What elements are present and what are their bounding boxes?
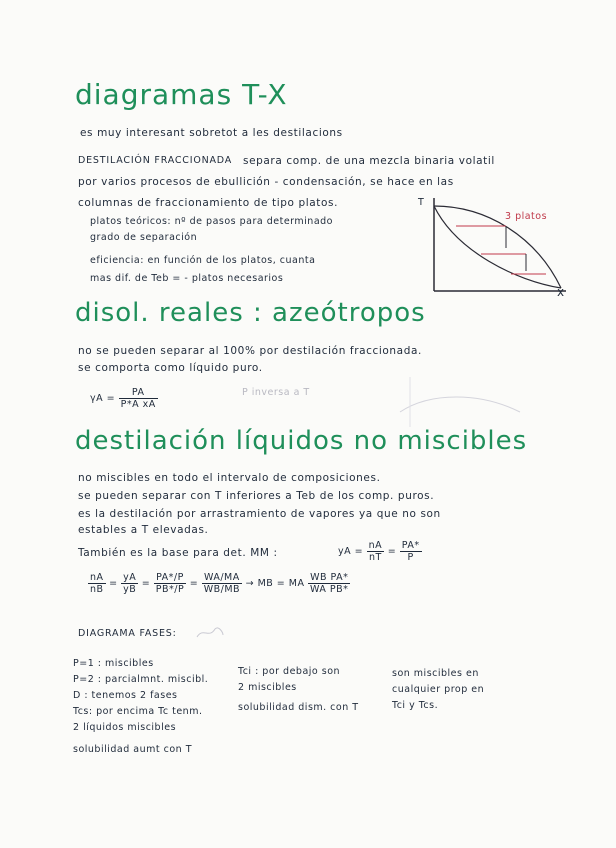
destil-line-3: columnas de fraccionamiento de tipo platos. (78, 197, 339, 209)
ya-formula: yA = $\frac{nA}{nT}$ = $\frac{PA*}{P}$ (338, 540, 420, 563)
fases-c2-1: 2 miscibles (238, 682, 297, 693)
bullet-eficiencia: eficiencia: en función de los platos, cuanta (90, 255, 316, 266)
fases-col-3 (392, 666, 484, 714)
chart-y-label: T (418, 197, 425, 208)
chart-annotation: 3 platos (505, 211, 548, 222)
gamma-num: PA (119, 387, 158, 399)
gamma-fraction (119, 387, 158, 410)
inmisc-line-2: se pueden separar con T inferiores a Teb de los comp. puros. (78, 490, 435, 502)
ya-lhs: yA = (338, 546, 364, 557)
intro-text: es muy interesant sobretot a les destilacions (80, 127, 343, 139)
faint-note: P inversa a T (242, 387, 310, 398)
faint-sketch-fases (195, 625, 225, 641)
fases-c3-0: son miscibles en (392, 668, 479, 679)
fases-c1-3: Tcs: por encima Tc tenm. (73, 706, 203, 717)
bullet-eficiencia-cont: mas dif. de Teb = - platos necesarios (90, 273, 284, 284)
fases-col-1 (73, 656, 208, 758)
ratio-formula: $\frac{nA}{nB}$ = $\frac{yA}{yB}$ = $\frac{PA*/P}{PB*/P}$ = $\frac{WA/MA}{WB/MB}$ → MB = MA $\frac{\text{WB PA*}}{\text{WA PB*}}$ (90, 572, 349, 595)
fases-c1-4: 2 líquidos miscibles (73, 722, 177, 733)
ya-frac-2: $\frac{PA*}{P}$ (401, 540, 420, 563)
fases-c1-0: P=1 : miscibles (73, 658, 154, 669)
destil-line-1: separa comp. de una mezcla binaria volatil (243, 155, 495, 167)
fases-c3-1: cualquier prop en (392, 684, 485, 695)
ya-frac-1: $\frac{nA}{nT}$ (368, 540, 383, 563)
section-title-azeo: disol. reales : azeótropos (75, 298, 426, 328)
inmisc-line-5: También es la base para det. MM : (78, 547, 278, 559)
txy-diagram (426, 196, 576, 296)
bullet-platos: platos teóricos: nº de pasos para determinado (90, 216, 333, 227)
fases-c1-5: solubilidad aumt con T (73, 744, 192, 755)
fases-heading: DIAGRAMA FASES: (78, 628, 177, 639)
fases-c3-2: Tci y Tcs. (392, 700, 439, 711)
section-title-txy: diagramas T-X (75, 78, 288, 111)
azeo-line-1: no se pueden separar al 100% por destilación fraccionada. (78, 345, 422, 357)
fases-c2-0: Tci : por debajo son (238, 666, 341, 677)
bullet-platos-cont: grado de separación (90, 232, 198, 243)
fases-col-2 (238, 664, 359, 716)
plate-steps (456, 226, 546, 274)
fases-c1-1: P=2 : parcialmnt. miscibl. (73, 674, 209, 685)
gamma-den: P*A xA (120, 399, 156, 410)
inmisc-line-1: no miscibles en todo el intervalo de composiciones. (78, 472, 381, 484)
faint-sketch-azeo (390, 372, 540, 432)
inmisc-line-4: estables a T elevadas. (78, 524, 209, 536)
chart-x-label: x (557, 285, 565, 299)
gamma-lhs: γA = (90, 393, 116, 404)
fases-c1-2: D : tenemos 2 fases (73, 690, 178, 701)
gamma-formula (90, 387, 158, 410)
azeo-line-2: se comporta como líquido puro. (78, 362, 263, 374)
inmisc-line-3: es la destilación por arrastramiento de vapores ya que no son (78, 508, 441, 520)
destil-heading: DESTILACIÓN FRACCIONADA (78, 155, 233, 166)
fases-c2-2: solubilidad dism. con T (238, 702, 359, 713)
destil-line-2: por varios procesos de ebullición - condensación, se hace en las (78, 176, 454, 188)
section-title-inmisc: destilación líquidos no miscibles (75, 426, 528, 456)
